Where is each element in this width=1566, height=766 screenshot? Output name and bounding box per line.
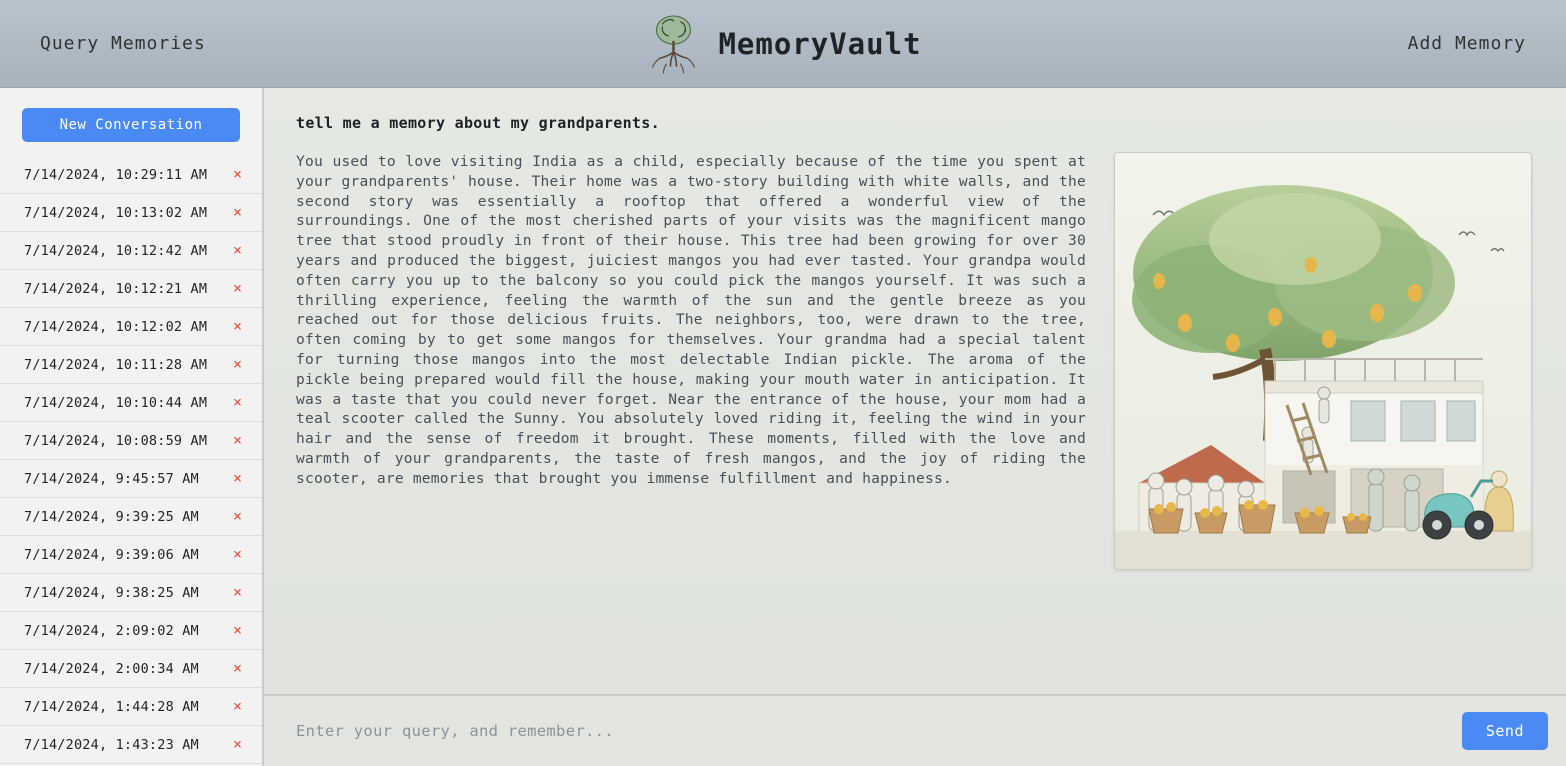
delete-conversation-icon[interactable]: × (232, 659, 242, 677)
conversation-timestamp: 7/14/2024, 9:39:06 AM (24, 546, 199, 563)
sidebar (0, 88, 264, 766)
delete-conversation-icon[interactable]: × (232, 241, 242, 259)
conversation-timestamp: 7/14/2024, 10:10:44 AM (24, 394, 208, 411)
answer-row (296, 152, 1536, 570)
main-panel (264, 88, 1566, 766)
conversation-timestamp: 7/14/2024, 10:12:42 AM (24, 242, 208, 259)
nav-query-memories[interactable]: Query Memories (40, 33, 206, 54)
assistant-answer-text: You used to love visiting India as a child, especially because of the time you spent at your grandparents' house. Their home was a two-story building with white walls, and the second story was essentially a rooftop that offered a wonderful view of the surroundings. One of the most cherished parts of your visits was the magnificent mango tree that stood proudly in front of their house. This tree had been growing for over 30 years and produced the biggest, juiciest mangos you had ever tasted. Your grandpa would often carry you up to the balcony so you could pick the mangos yourself. It was such a thrilling experience, feeling the warmth of the sun and the gentle breeze as you reached out for those delicious fruits. The neighbors, too, were drawn to the tree, often coming by to get some mangos for themselves. Your grandma had a special talent for turning those mangos into the most delectable Indian pickle. The aroma of the pickle being prepared would fill the house, making your mouth water in anticipation. It was a taste that you could never forget. Near the entrance of the house, your mom had a teal scooter called the Sunny. You absolutely loved riding it, feeling the wind in your hair and the sense of freedom it brought. These moments, filled with the love and warmth of your grandparents, the taste of fresh mangos, and the joy of riding the scooter, are memories that brought you immense fulfillment and happiness. (296, 153, 1086, 487)
app-body (0, 88, 1566, 766)
delete-conversation-icon[interactable]: × (232, 735, 242, 753)
delete-conversation-icon[interactable]: × (232, 393, 242, 411)
list-item[interactable] (0, 346, 262, 384)
conversation-timestamp: 7/14/2024, 1:43:23 AM (24, 736, 199, 753)
tree-with-roots-brain-icon (644, 12, 702, 76)
conversation-timestamp: 7/14/2024, 9:38:25 AM (24, 584, 199, 601)
app-header (0, 0, 1566, 88)
list-item[interactable] (0, 194, 262, 232)
new-conversation-button[interactable]: New Conversation (22, 108, 240, 142)
conversation-timestamp: 7/14/2024, 10:12:02 AM (24, 318, 208, 335)
delete-conversation-icon[interactable]: × (232, 583, 242, 601)
conversation-timestamp: 7/14/2024, 1:44:28 AM (24, 698, 199, 715)
nav-add-memory[interactable]: Add Memory (1407, 33, 1526, 54)
delete-conversation-icon[interactable]: × (232, 621, 242, 639)
list-item[interactable] (0, 498, 262, 536)
user-query-text: tell me a memory about my grandparents. (296, 114, 660, 132)
conversation-timestamp: 7/14/2024, 9:45:57 AM (24, 470, 199, 487)
list-item[interactable] (0, 726, 262, 764)
search-input[interactable] (294, 710, 1446, 752)
delete-conversation-icon[interactable]: × (232, 431, 242, 449)
delete-conversation-icon[interactable]: × (232, 545, 242, 563)
delete-conversation-icon[interactable]: × (232, 203, 242, 221)
list-item[interactable] (0, 384, 262, 422)
delete-conversation-icon[interactable]: × (232, 507, 242, 525)
list-item[interactable] (0, 270, 262, 308)
conversation-timestamp: 7/14/2024, 2:00:34 AM (24, 660, 199, 677)
conversation-timestamp: 7/14/2024, 10:12:21 AM (24, 280, 208, 297)
list-item[interactable] (0, 536, 262, 574)
delete-conversation-icon[interactable]: × (232, 279, 242, 297)
delete-conversation-icon[interactable]: × (232, 317, 242, 335)
send-button[interactable]: Send (1462, 712, 1548, 750)
list-item[interactable] (0, 232, 262, 270)
conversation-list[interactable] (0, 156, 262, 766)
conversation-timestamp: 7/14/2024, 9:39:25 AM (24, 508, 199, 525)
list-item[interactable] (0, 612, 262, 650)
list-item[interactable] (0, 308, 262, 346)
delete-conversation-icon[interactable]: × (232, 469, 242, 487)
list-item[interactable] (0, 688, 262, 726)
list-item[interactable] (0, 650, 262, 688)
list-item[interactable] (0, 156, 262, 194)
page-title: MemoryVault (718, 26, 922, 61)
list-item[interactable] (0, 574, 262, 612)
brand (644, 12, 921, 76)
composer (264, 694, 1566, 766)
list-item[interactable] (0, 460, 262, 498)
delete-conversation-icon[interactable]: × (232, 697, 242, 715)
conversation-timestamp: 7/14/2024, 10:29:11 AM (24, 166, 208, 183)
delete-conversation-icon[interactable]: × (232, 355, 242, 373)
conversation-timestamp: 7/14/2024, 2:09:02 AM (24, 622, 199, 639)
memory-illustration (1114, 152, 1532, 570)
conversation-timestamp: 7/14/2024, 10:11:28 AM (24, 356, 208, 373)
delete-conversation-icon[interactable]: × (232, 165, 242, 183)
conversation-timestamp: 7/14/2024, 10:13:02 AM (24, 204, 208, 221)
list-item[interactable] (0, 422, 262, 460)
conversation-timestamp: 7/14/2024, 10:08:59 AM (24, 432, 208, 449)
chat-area (264, 88, 1566, 694)
